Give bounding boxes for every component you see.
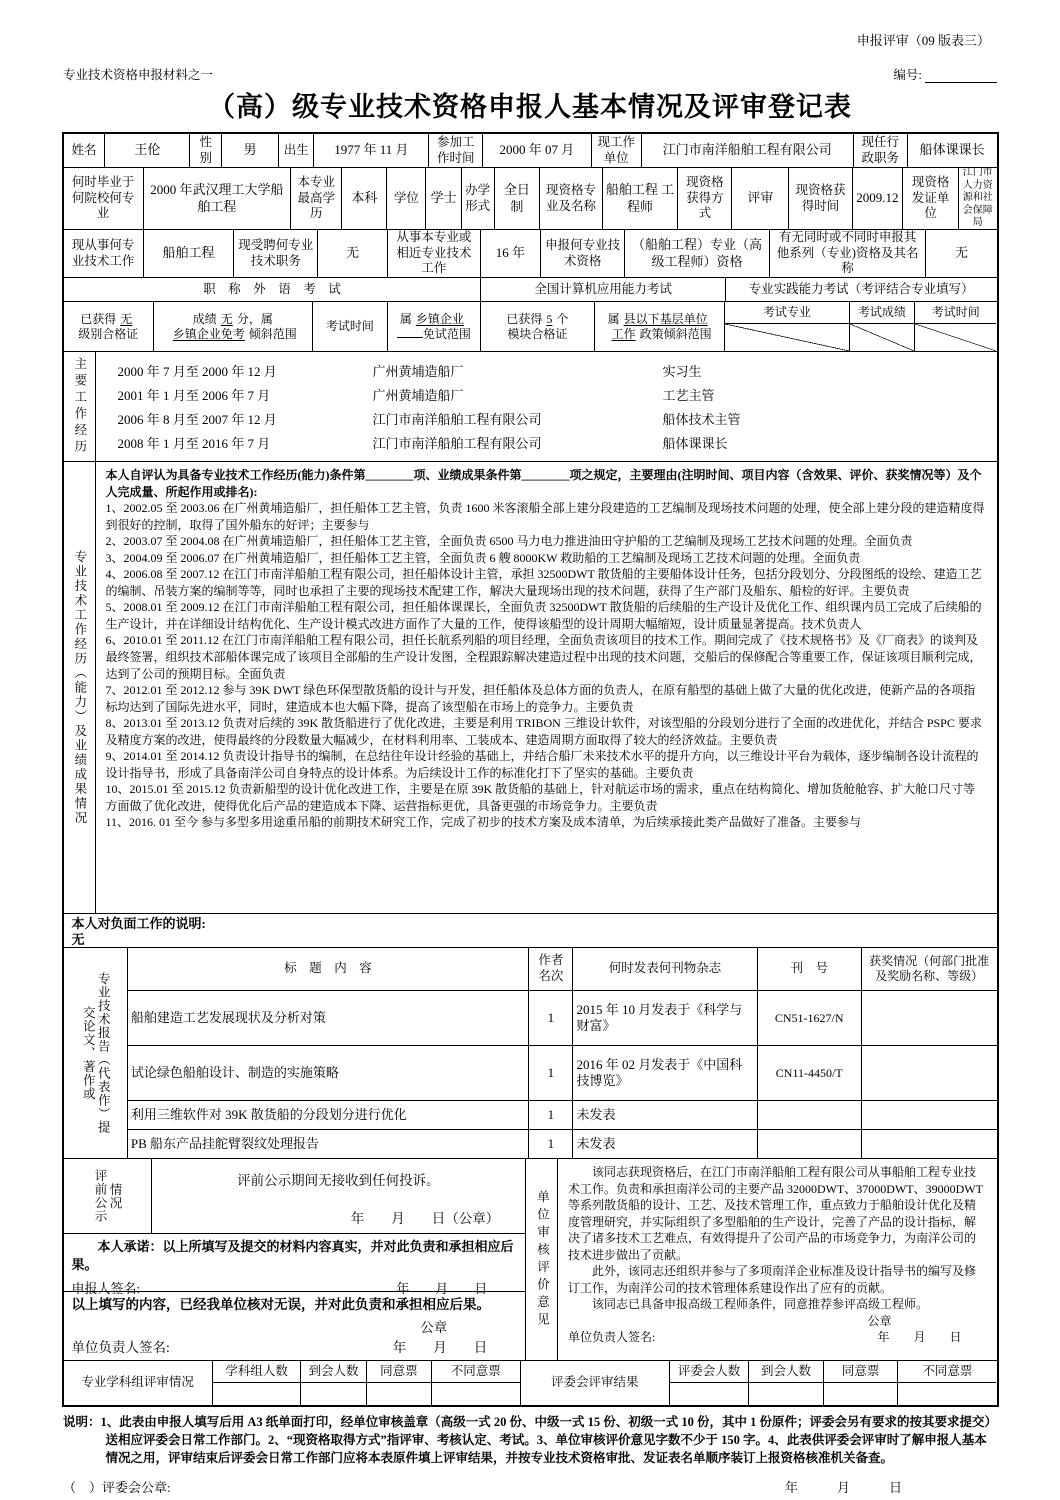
wh-period: 2000 年 7 月至 2000 年 12 月 [117, 364, 277, 379]
wh-period: 2008 年 1 月至 2016 年 7 月 [117, 436, 271, 451]
paper-author-rank: 1 [529, 1101, 573, 1129]
foreign-time-cell: 考试时间 [313, 302, 389, 351]
work-history-section [64, 352, 997, 462]
tech-item-6: 6、2010.01 至 2011.12 在江门市南洋船舶工程有限公司，担任长航系列船的项目经理，全面负责该项目的技术工作。期间完成了《技术规格书》及《厂商表》的谈判及最终签署，组织技术部船体课完成了该项目全部船的生产设计发图，全程跟踪解决建造过程中出现的技术问题，交船后的保修配合等重要工作，保证该项目顺利完成，达到了公司的预期目标。全面负责 [105, 633, 982, 681]
vote-col-value [898, 1383, 996, 1405]
papers-row [128, 1130, 997, 1158]
committee-result-label: 评委会评审结果 [521, 1361, 670, 1405]
tech-item-9: 9、2014.01 至 2014.12 负责设计指导书的编制，在总结往年设计经验的基础上，并结合船厂未来技术水平的提升方向，以三维设计平台为载体，逐步编制各设计流程的设计指导书，形成了具备南洋公司自身特点的设计体系。为后续设计工作的标准化打下了坚实的基础。主要负责 [105, 749, 979, 780]
papers-header-issue: 刊 号 [758, 948, 862, 990]
practice-col-major [725, 302, 850, 351]
gender-value: 男 [222, 134, 279, 167]
applicant-sign-label: 申报人签名: [71, 1280, 141, 1296]
signoff-left [64, 1159, 527, 1360]
material-label: 专业技术资格申报材料之一 [63, 68, 214, 82]
publicity-label-line1: 评前公示 [93, 1169, 107, 1224]
top-degree-value: 本科 [342, 168, 387, 229]
tech-item-1: 1、2002.05 至 2003.06 在广州黄埔造船厂，担任船体工艺主管，负责 1600 米客滚船全部上建分段建造的工艺编制及现场技术问题的处理，使全部上建分段的建造精度得到很好的控制，取得了国外船东的好评；主要参与 [105, 501, 985, 532]
wh-role: 工艺主管 [662, 388, 715, 403]
practice-score-diagonal [850, 324, 914, 351]
paper-award [862, 991, 997, 1045]
vote-col-value [301, 1383, 365, 1405]
publicity-label [64, 1159, 152, 1233]
tech-intro: 本人自评认为具备专业技术工作经历(能力)条件第________项、业绩成果条件第________项之规定，主要理由(注明时间、项目内容（含效果、评价、获奖情况等）及个人完成量、所起作用或排名): [105, 468, 982, 499]
position-value: 船体课课长 [919, 142, 985, 158]
work-start-label: 参加工作时间 [429, 134, 483, 167]
vote-col [301, 1361, 366, 1405]
number-blank [925, 70, 997, 83]
edu-value: 2000 年武汉理工大学船舶工程 [144, 168, 291, 229]
papers-label-line2: 专业技术报告（代表作）提 [96, 972, 111, 1134]
vote-col-header: 评委会人数 [670, 1361, 748, 1383]
vote-col-value [367, 1383, 431, 1405]
papers-header-row [128, 948, 997, 991]
paper-author-rank: 1 [529, 1130, 573, 1158]
tech-item-5: 5、2008.01 至 2009.12 在江门市南洋船舶工程有限公司，担任船体课课长，全面负责 32500DWT 散货船的后续船的生产设计及优化工作、组织课内员工完成了后续船的生产设计，并在详细设计结构优化、生产设计模式改进方面作了大量的工作，使得该船型的设计周期大幅缩短，设计质量显著提高。技术负责人 [105, 600, 982, 631]
qual-issuer-value: 江门市人力资源和社会保障局 [962, 168, 993, 229]
qual-method-label: 现资格获得方式 [678, 168, 732, 229]
unit-review-p1: 该同志获现资格后，在江门市南洋船舶工程有限公司从事船舶工程专业技术工作。负责和承担南洋公司的主要产品 32000DWT、37000DWT、39000DWT 等系列散货船的设计、工艺、及技术管理工作，重点致力于船舶设计优化及精度管理研究，并实际组织了多型船舶的生产设计，完善了产品的设计指标，解决了诸多技术工艺难点，有效得提升了公司产品的市场竞争力，为南洋公司的技术进步做出了贡献。 [567, 1165, 983, 1262]
vote-col-value [749, 1383, 823, 1405]
foreign-cert-cell [64, 302, 155, 351]
number-label: 编号: [893, 68, 922, 82]
negative-section [64, 914, 997, 948]
paper-title: 船舶建造工艺发展现状及分析对策 [128, 991, 529, 1045]
vote-col-header: 同意票 [824, 1361, 898, 1383]
position-label: 现任行政职务 [854, 134, 908, 167]
cur-work-value: 船舶工程 [144, 230, 235, 277]
work-start-value: 2000 年 07 月 [483, 134, 591, 167]
policy-prefix: 属 [607, 311, 620, 326]
tech-item-10: 10、2015.01 至 2015.12 负责新船型的设计优化改进工作，主要是在原 39K 散货船的基础上，针对航运市场的需求，重点在结构简化、增加货舱舱容、扩大舱口尺寸等方面做了优化改进，使得优化后产品的建造成本下降、运营指标更优，具备更强的市场竞争力。主要负责 [105, 782, 976, 813]
apply-value: （船舶工程）专业（高级工程师）资格 [625, 230, 770, 277]
paper-issue [758, 1130, 862, 1158]
schooling-value: 全日制 [495, 168, 541, 229]
policy-suffix: 政策倾斜范围 [639, 326, 712, 341]
paper-title: 利用三维软件对 39K 散货船的分段划分进行优化 [128, 1101, 529, 1129]
vote-section [64, 1361, 997, 1405]
publicity-date: 年 月 日（公章） [350, 1211, 500, 1227]
qual-time-label: 现资格获得时间 [789, 168, 852, 229]
foreign-cert-value: 无 [120, 311, 133, 326]
years-value: 16 年 [481, 230, 542, 277]
tech-item-7: 7、2012.01 至 2012.12 参与 39K DWT 绿色环保型散货船的设计与开发，担任船体及总体方面的负责人，在原有船型的基础上做了大量的优化改进，使新产品的各项指标均达到了国际先进水平，同时，建造成本也大幅下降，提高了该型船在市场上的竞争力。主要负责 [105, 683, 976, 714]
form-version-note: 申报评审（09 版表三） [856, 33, 990, 48]
paper-award [862, 1046, 997, 1100]
practice-time-header: 考试时间 [915, 302, 996, 324]
unit-check-text: 以上填写的内容，已经我单位核对无误，并对此负责和承担相应后果。 [71, 1297, 490, 1313]
vote-col-value [432, 1383, 520, 1405]
vote-col [749, 1361, 824, 1405]
apply-label: 申报何专业技术资格 [541, 230, 625, 277]
foreign-exam-header: 职 称 外 语 考 试 [64, 278, 482, 301]
unit-check-sign-row [72, 1336, 518, 1356]
signoff-section [64, 1159, 997, 1361]
unit-head-sign-label: 单位负责人签名: [71, 1340, 170, 1355]
tech-section-label: 专业技术工作经历（能力）及业绩成果情况 [64, 462, 96, 913]
exempt-value: 乡镇企业 [415, 311, 464, 326]
vote-col-header: 学科组人数 [213, 1361, 301, 1383]
vote-col [367, 1361, 432, 1405]
promise-box [64, 1234, 526, 1296]
practice-major-header: 考试专业 [725, 302, 849, 324]
score-mid: 分，属 [236, 311, 273, 326]
qual-time-value: 2009.12 [853, 168, 903, 229]
paper-issue [758, 1101, 862, 1129]
wh-org: 江门市南洋船舶工程有限公司 [372, 436, 542, 451]
vote-col [213, 1361, 302, 1405]
unit-check-seal: 公章 [420, 1320, 448, 1335]
score-prefix: 成绩 [192, 311, 217, 326]
name-value: 王伦 [105, 134, 190, 167]
qual-issuer-label: 现资格发证单位 [903, 168, 959, 229]
policy-value: 县以下基层单位 [623, 311, 708, 326]
wh-org: 江门市南洋船舶工程有限公司 [372, 412, 542, 427]
module-prefix: 已获得 [506, 311, 543, 326]
papers-header-title: 标 题 内 容 [128, 948, 529, 990]
wh-role: 船体技术主管 [662, 412, 741, 427]
unit-review-p2: 此外，该同志还组织并参与了多项南洋企业标准及设计指导书的编写及修订工作，为南洋公司的技术管理体系建设作出了应有的贡献。 [567, 1264, 976, 1295]
practice-col-score [850, 302, 915, 351]
degree-value: 学士 [426, 168, 461, 229]
work-history-row [96, 385, 997, 404]
gender-label: 性别 [190, 134, 222, 167]
practice-col-time [915, 302, 996, 351]
tech-item-4: 4、2006.08 至 2007.12 在江门市南洋船舶工程有限公司，担任船体设计主管，承担 32500DWT 散货船的主要船体设计任务，包括分段划分、分段图纸的设绘、建造工艺的编制、吊装方案的编制等等，同时也承担了主要的现场技术配建工作，解决大量现场出现的技术问题，获得了生产部门及船东、船检的好评。主要负责 [105, 567, 982, 598]
qual-method-value: 评审 [732, 168, 789, 229]
work-history-row [96, 409, 997, 428]
practice-score-header: 考试成绩 [850, 302, 914, 324]
exempt-suffix: 免试范围 [422, 326, 471, 341]
qual-label: 现资格专业及名称 [540, 168, 603, 229]
papers-row [128, 1046, 997, 1101]
tech-item-11: 11、2016. 01 至今 参与多型多用途重吊船的前期技术研究工作，完成了初步的技术方案及成本清单，为后续承接此类产品做好了准备。主要参与 [105, 815, 862, 830]
vote-col [824, 1361, 899, 1405]
vote-col [670, 1361, 749, 1405]
wh-role: 实习生 [662, 364, 702, 379]
practice-time-diagonal [915, 324, 996, 351]
wh-role: 船体课课长 [662, 436, 728, 451]
negative-label: 本人对负面工作的说明: [71, 916, 206, 931]
papers-label [64, 948, 128, 1158]
paper-author-rank: 1 [529, 1046, 573, 1100]
top-degree-label: 本专业最高学历 [291, 168, 342, 229]
practice-major-diagonal [725, 324, 849, 351]
negative-value: 无 [71, 932, 85, 948]
row-basic-2 [64, 168, 997, 230]
tech-item-8: 8、2013.01 至 2013.12 负责对后续的 39K 散货船进行了优化改进，主要是利用 TRIBON 三维设计软件，对该型船的分段划分进行了全面的改进优化，并结合 PSPC 要求及精度方案的改进，使得最终的分段数量大幅减少，在材料利用率、工装成本、建造周期方面取得了较大的经济效益。主要负责 [105, 716, 982, 747]
module-count: 5 [546, 311, 553, 326]
number-field [893, 65, 997, 83]
score-suffix: 倾斜范围 [248, 326, 297, 341]
birth-label: 出生 [279, 134, 314, 167]
vote-col-header: 同意票 [367, 1361, 431, 1383]
work-history-row [96, 361, 997, 380]
foreign-cert-prefix: 已获得 [80, 311, 117, 326]
vote-col-header: 到会人数 [749, 1361, 823, 1383]
hired-post-label: 现受聘何专业技术职务 [234, 230, 318, 277]
policy-value2: 工作 [611, 326, 636, 341]
papers-section [64, 948, 997, 1159]
paper-published: 2015 年 10 月发表于《科学与财富》 [573, 991, 757, 1045]
foreign-cert-suffix: 级别合格证 [78, 326, 139, 341]
unit-check-box [64, 1292, 526, 1360]
publicity-statement: 评前公示期间无接收到任何投诉。 [237, 1173, 440, 1188]
papers-header-award: 获奖情况（何部门批准及奖励名称、等级） [869, 954, 990, 983]
papers-row [128, 1101, 997, 1130]
score-value: 无 [220, 311, 233, 326]
unit-review-sign-label: 单位负责人签名: [567, 1330, 656, 1345]
publicity-box [64, 1159, 526, 1234]
instructions-note: 说明：1、此表由申报人填写后用 A3 纸单面打印，经单位审核盖章（高级一式 20 份、中级一式 15 份、初级一式 10 份，其中 1 份原件；评委会另有要求的按其要求提交）送相应评委会日常工作部门。2、“现资格取得方式”指评审、考核认定、考试。3、单位审核评价意见字数不少于 150 字。4、此表供评委会评审时了解申报人基本情况之用，评审结束后评委会日常工作部门应将本表原件填上评审结果，并按专业技术资格审批、发证表名单顺序装订上报资格核准机关备查。 [63, 1415, 991, 1466]
foreign-score-cell [154, 302, 313, 351]
schooling-label: 办学形式 [462, 168, 495, 229]
work-history-rows [96, 352, 997, 461]
tech-item-3: 3、2004.09 至 2006.07 在广州黄埔造船厂，担任船体工艺主管，全面负责 6 艘 8000KW 救助船的工艺编制及现场工艺技术问题的处理。全面负责 [105, 550, 861, 565]
unit-review-date: 年 月 日 [877, 1330, 962, 1345]
promise-date: 年 月 日 [396, 1280, 488, 1296]
hired-post-value: 无 [318, 230, 388, 277]
module-mid: 个 [556, 311, 569, 326]
vote-col [432, 1361, 521, 1405]
years-label: 从事本专业或相近专业技术工作 [388, 230, 480, 277]
computer-cert-cell [481, 302, 596, 351]
vote-col-value [670, 1383, 748, 1405]
vote-col-value [824, 1383, 898, 1405]
foreign-exempt-cell [388, 302, 480, 351]
unit-review-p3: 该同志已具备申报高级工程师条件，同意推荐参评高级工程师。 [591, 1297, 928, 1312]
vote-col-header: 不同意票 [898, 1361, 996, 1383]
birth-value: 1977 年 11 月 [314, 134, 429, 167]
vote-col-value [213, 1383, 301, 1405]
wh-period: 2001 年 1 月至 2006 年 7 月 [117, 388, 271, 403]
paper-author-rank: 1 [529, 991, 573, 1045]
score-exempt-value: 乡镇企业免考 [172, 326, 245, 341]
cur-work-label: 现从事何专业技术工作 [64, 230, 144, 277]
papers-label-line1: 交论文、著作或 [81, 1005, 96, 1101]
footer-line [63, 1477, 997, 1496]
module-suffix: 模块合格证 [507, 326, 568, 341]
page-title: （高）级专业技术资格申报人基本情况及评审登记表 [208, 92, 852, 122]
paper-title: 试论绿色船舶设计、制造的实施策略 [128, 1046, 529, 1100]
wh-period: 2006 年 8 月至 2007 年 12 月 [117, 412, 277, 427]
employer-label: 现工作单位 [592, 134, 642, 167]
tech-item-2: 2、2003.07 至 2004.08 在广州黄埔造船厂，担任船体工艺主管，全面负责 6500 马力电力推进油田守护船的工艺编制及现场工艺技术问题的处理。全面负责 [105, 534, 913, 549]
work-history-label: 主要工作经历 [64, 352, 96, 461]
paper-title: PB 船东产品挂舵臂裂纹处理报告 [128, 1130, 529, 1158]
row-basic-1 [64, 134, 997, 168]
edu-label: 何时毕业于何院校何专业 [64, 168, 144, 229]
row-exam-headers [64, 278, 997, 302]
tech-content [96, 462, 997, 913]
vote-col [898, 1361, 996, 1405]
main-table [62, 132, 999, 1407]
exempt-blank [397, 327, 423, 338]
publicity-content-cell [152, 1159, 526, 1233]
paper-issue: CN11-4450/T [758, 1046, 862, 1100]
practice-exam-group [725, 302, 997, 351]
footer-date: 年 月 日 [784, 1480, 902, 1496]
subject-group-label: 专业学科组评审情况 [64, 1361, 213, 1405]
wh-org: 广州黄埔造船厂 [372, 388, 464, 403]
name-label: 姓名 [64, 134, 106, 167]
papers-header-author: 作者名次 [529, 948, 573, 990]
papers-row [128, 991, 997, 1046]
vote-col-header: 不同意票 [432, 1361, 520, 1383]
unit-review-label: 单位审核评价意见 [526, 1159, 558, 1360]
negative-cell [64, 914, 997, 947]
unit-review-seal: 公章 [867, 1313, 892, 1328]
computer-policy-cell [595, 302, 725, 351]
unit-review-content [558, 1159, 997, 1360]
papers-table [128, 948, 997, 1158]
other-apply-value: 无 [954, 245, 968, 261]
publicity-label-line2: 情况 [108, 1182, 122, 1210]
committee-seal-label: （ ）评委会公章: [63, 1480, 171, 1496]
employer-value: 江门市南洋船舶工程有限公司 [642, 134, 854, 167]
paper-issue: CN51-1627/N [758, 991, 862, 1045]
papers-header-published: 何时发表何刊物杂志 [573, 948, 757, 990]
paper-published: 未发表 [573, 1101, 757, 1129]
exempt-prefix: 属 [399, 311, 412, 326]
qual-value: 船舶工程 工程师 [603, 168, 679, 229]
paper-award [862, 1130, 997, 1158]
practice-exam-header: 专业实践能力考试（考评结合专业填写） [748, 281, 974, 296]
tech-section [64, 462, 997, 914]
paper-published: 2016 年 02 月发表于《中国科技博览》 [573, 1046, 757, 1100]
row-basic-3 [64, 230, 997, 278]
vote-col-header: 到会人数 [301, 1361, 365, 1383]
paper-published: 未发表 [573, 1130, 757, 1158]
other-apply-label: 有无同时或不同时申报其他系列（专业)资格及其名称 [770, 230, 927, 277]
promise-text: 本人承诺：以上所填写及提交的材料内容真实，并对此负责和承担相应后果。 [71, 1239, 514, 1272]
degree-label: 学位 [387, 168, 426, 229]
unit-review-sign-row [568, 1329, 987, 1346]
computer-exam-header: 全国计算机应用能力考试 [481, 278, 725, 301]
row-exam-values [64, 302, 997, 352]
wh-org: 广州黄埔造船厂 [372, 364, 464, 379]
unit-check-date: 年 月 日 [392, 1340, 488, 1355]
paper-award [862, 1101, 997, 1129]
work-history-row [96, 433, 997, 452]
